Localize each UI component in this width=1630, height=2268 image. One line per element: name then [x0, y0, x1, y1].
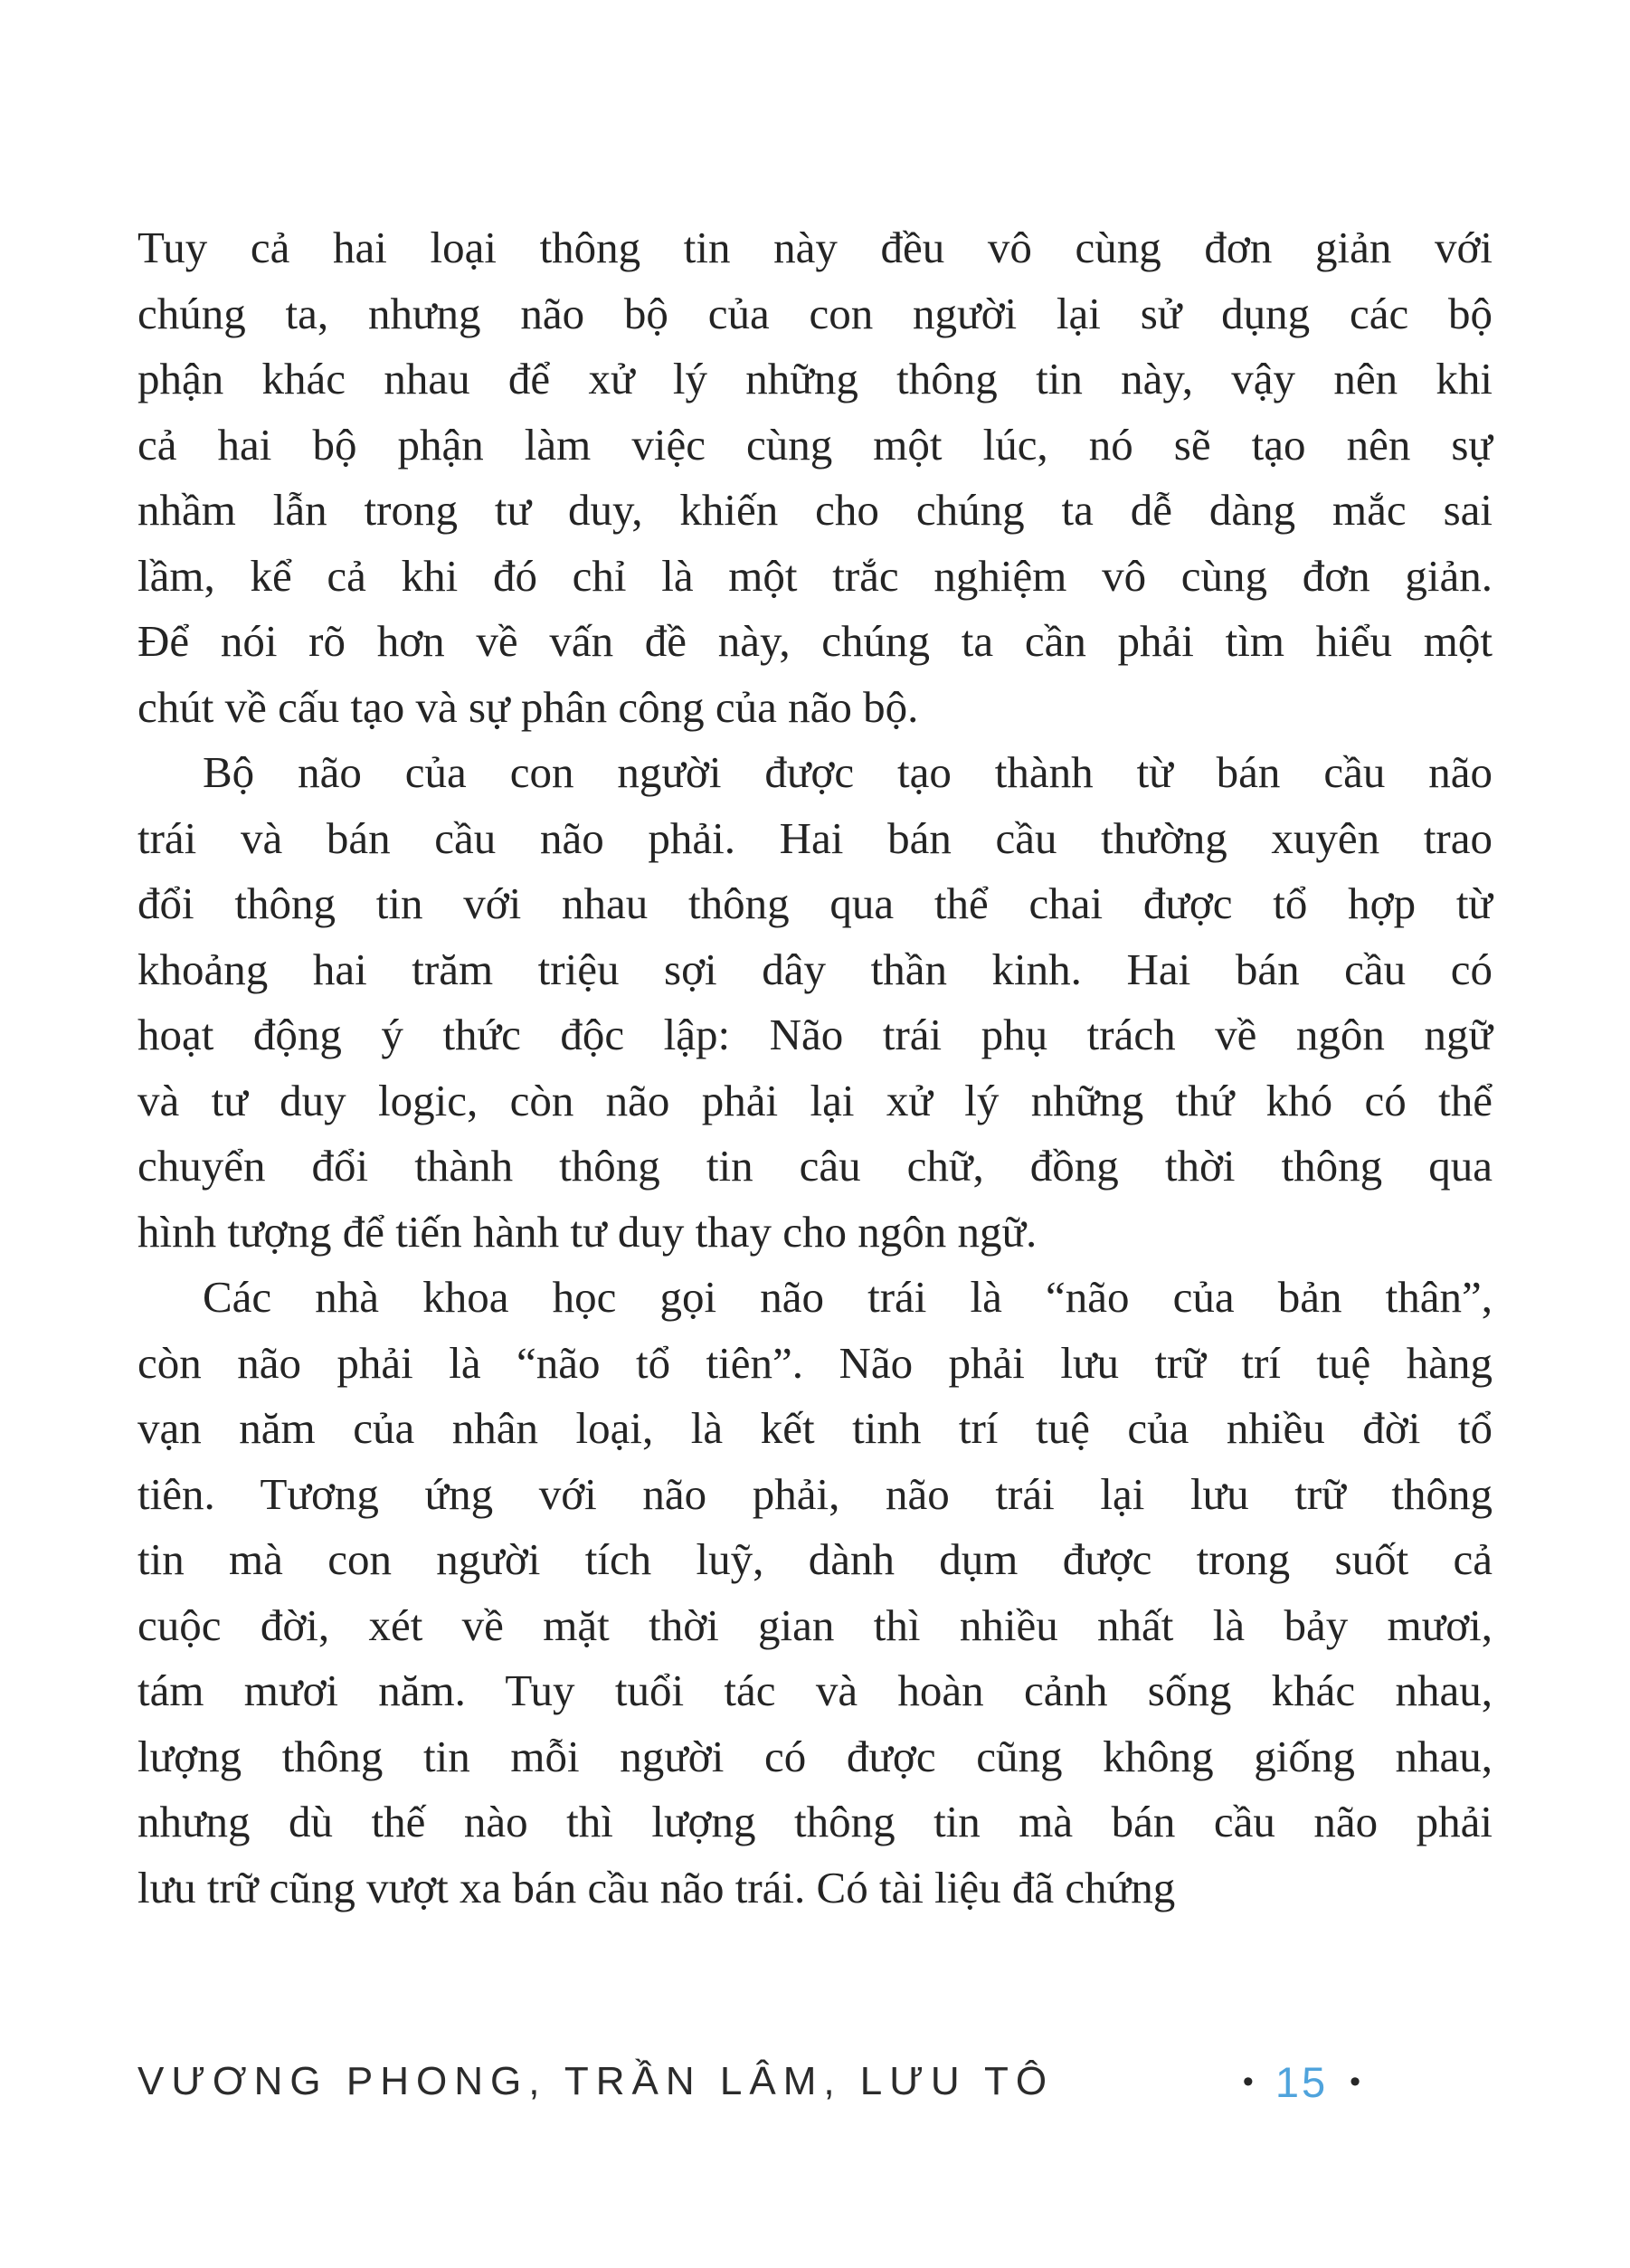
text-line: Tuy cả hai loại thông tin này đều vô cùng đơn giản với: [137, 223, 1493, 272]
text-line: phận khác nhau để xử lý những thông tin này, vậy nên khi: [137, 354, 1493, 403]
text-line: hoạt động ý thức độc lập: Não trái phụ trách về ngôn ngữ: [137, 1010, 1493, 1059]
text-line: hình tượng để tiến hành tư duy thay cho ngôn ngữ.: [137, 1206, 1038, 1257]
text-block: [137, 215, 1493, 1921]
paragraph: [137, 740, 1493, 1265]
text-line: Các nhà khoa học gọi não trái là “não của bản thân”,: [203, 1272, 1493, 1322]
text-line: và tư duy logic, còn não phải lại xử lý những thứ khó có thể: [137, 1075, 1493, 1125]
text-line: cuộc đời, xét về mặt thời gian thì nhiều nhất là bảy mươi,: [137, 1599, 1493, 1650]
text-line: cả hai bộ phận làm việc cùng một lúc, nó sẽ tạo nên sự: [137, 419, 1493, 470]
text-line: lưu trữ cũng vượt xa bán cầu não trái. Có tài liệu đã chứng: [137, 1862, 1176, 1912]
text-line: tám mươi năm. Tuy tuổi tác và hoàn cảnh sống khác nhau,: [137, 1665, 1493, 1715]
text-line: lượng thông tin mỗi người có được cũng không giống nhau,: [137, 1731, 1493, 1781]
text-line: trái và bán cầu não phải. Hai bán cầu thường xuyên trao: [137, 812, 1493, 863]
paragraph: [137, 1265, 1493, 1921]
text-line: lầm, kể cả khi đó chỉ là một trắc nghiệm vô cùng đơn giản.: [137, 550, 1493, 601]
page-number-group: [1242, 2057, 1360, 2106]
text-line: vạn năm của nhân loại, là kết tinh trí tuệ của nhiều đời tổ: [137, 1403, 1493, 1453]
page-footer: [137, 2050, 1360, 2113]
text-line: nhầm lẫn trong tư duy, khiến cho chúng ta dễ dàng mắc sai: [137, 485, 1493, 535]
text-line: tiên. Tương ứng với não phải, não trái lại lưu trữ thông: [137, 1468, 1493, 1519]
text-line: đổi thông tin với nhau thông qua thể chai được tổ hợp từ: [137, 878, 1493, 928]
bullet-dot-right: •: [1350, 2064, 1360, 2099]
text-line: chuyển đổi thành thông tin câu chữ, đồng thời thông qua: [137, 1141, 1493, 1191]
text-line: chúng ta, nhưng não bộ của con người lại sử dụng các bộ: [137, 288, 1493, 338]
text-line: chút về cấu tạo và sự phân công của não bộ.: [137, 681, 919, 732]
page-number: 15: [1275, 2057, 1329, 2106]
footer-authors: VƯƠNG PHONG, TRẦN LÂM, LƯU TÔ: [137, 2059, 1055, 2103]
text-line: tin mà con người tích luỹ, dành dụm được trong suốt cả: [137, 1534, 1493, 1584]
text-line: Bộ não của con người được tạo thành từ bán cầu não: [203, 747, 1493, 797]
text-line: khoảng hai trăm triệu sợi dây thần kinh. Hai bán cầu có: [137, 944, 1493, 994]
paragraph: [137, 215, 1493, 740]
text-line: Để nói rõ hơn về vấn đề này, chúng ta cần phải tìm hiểu một: [137, 616, 1493, 666]
text-line: nhưng dù thế nào thì lượng thông tin mà bán cầu não phải: [137, 1797, 1493, 1846]
bullet-dot-left: •: [1242, 2064, 1254, 2099]
text-line: còn não phải là “não tổ tiên”. Não phải lưu trữ trí tuệ hàng: [137, 1337, 1493, 1388]
